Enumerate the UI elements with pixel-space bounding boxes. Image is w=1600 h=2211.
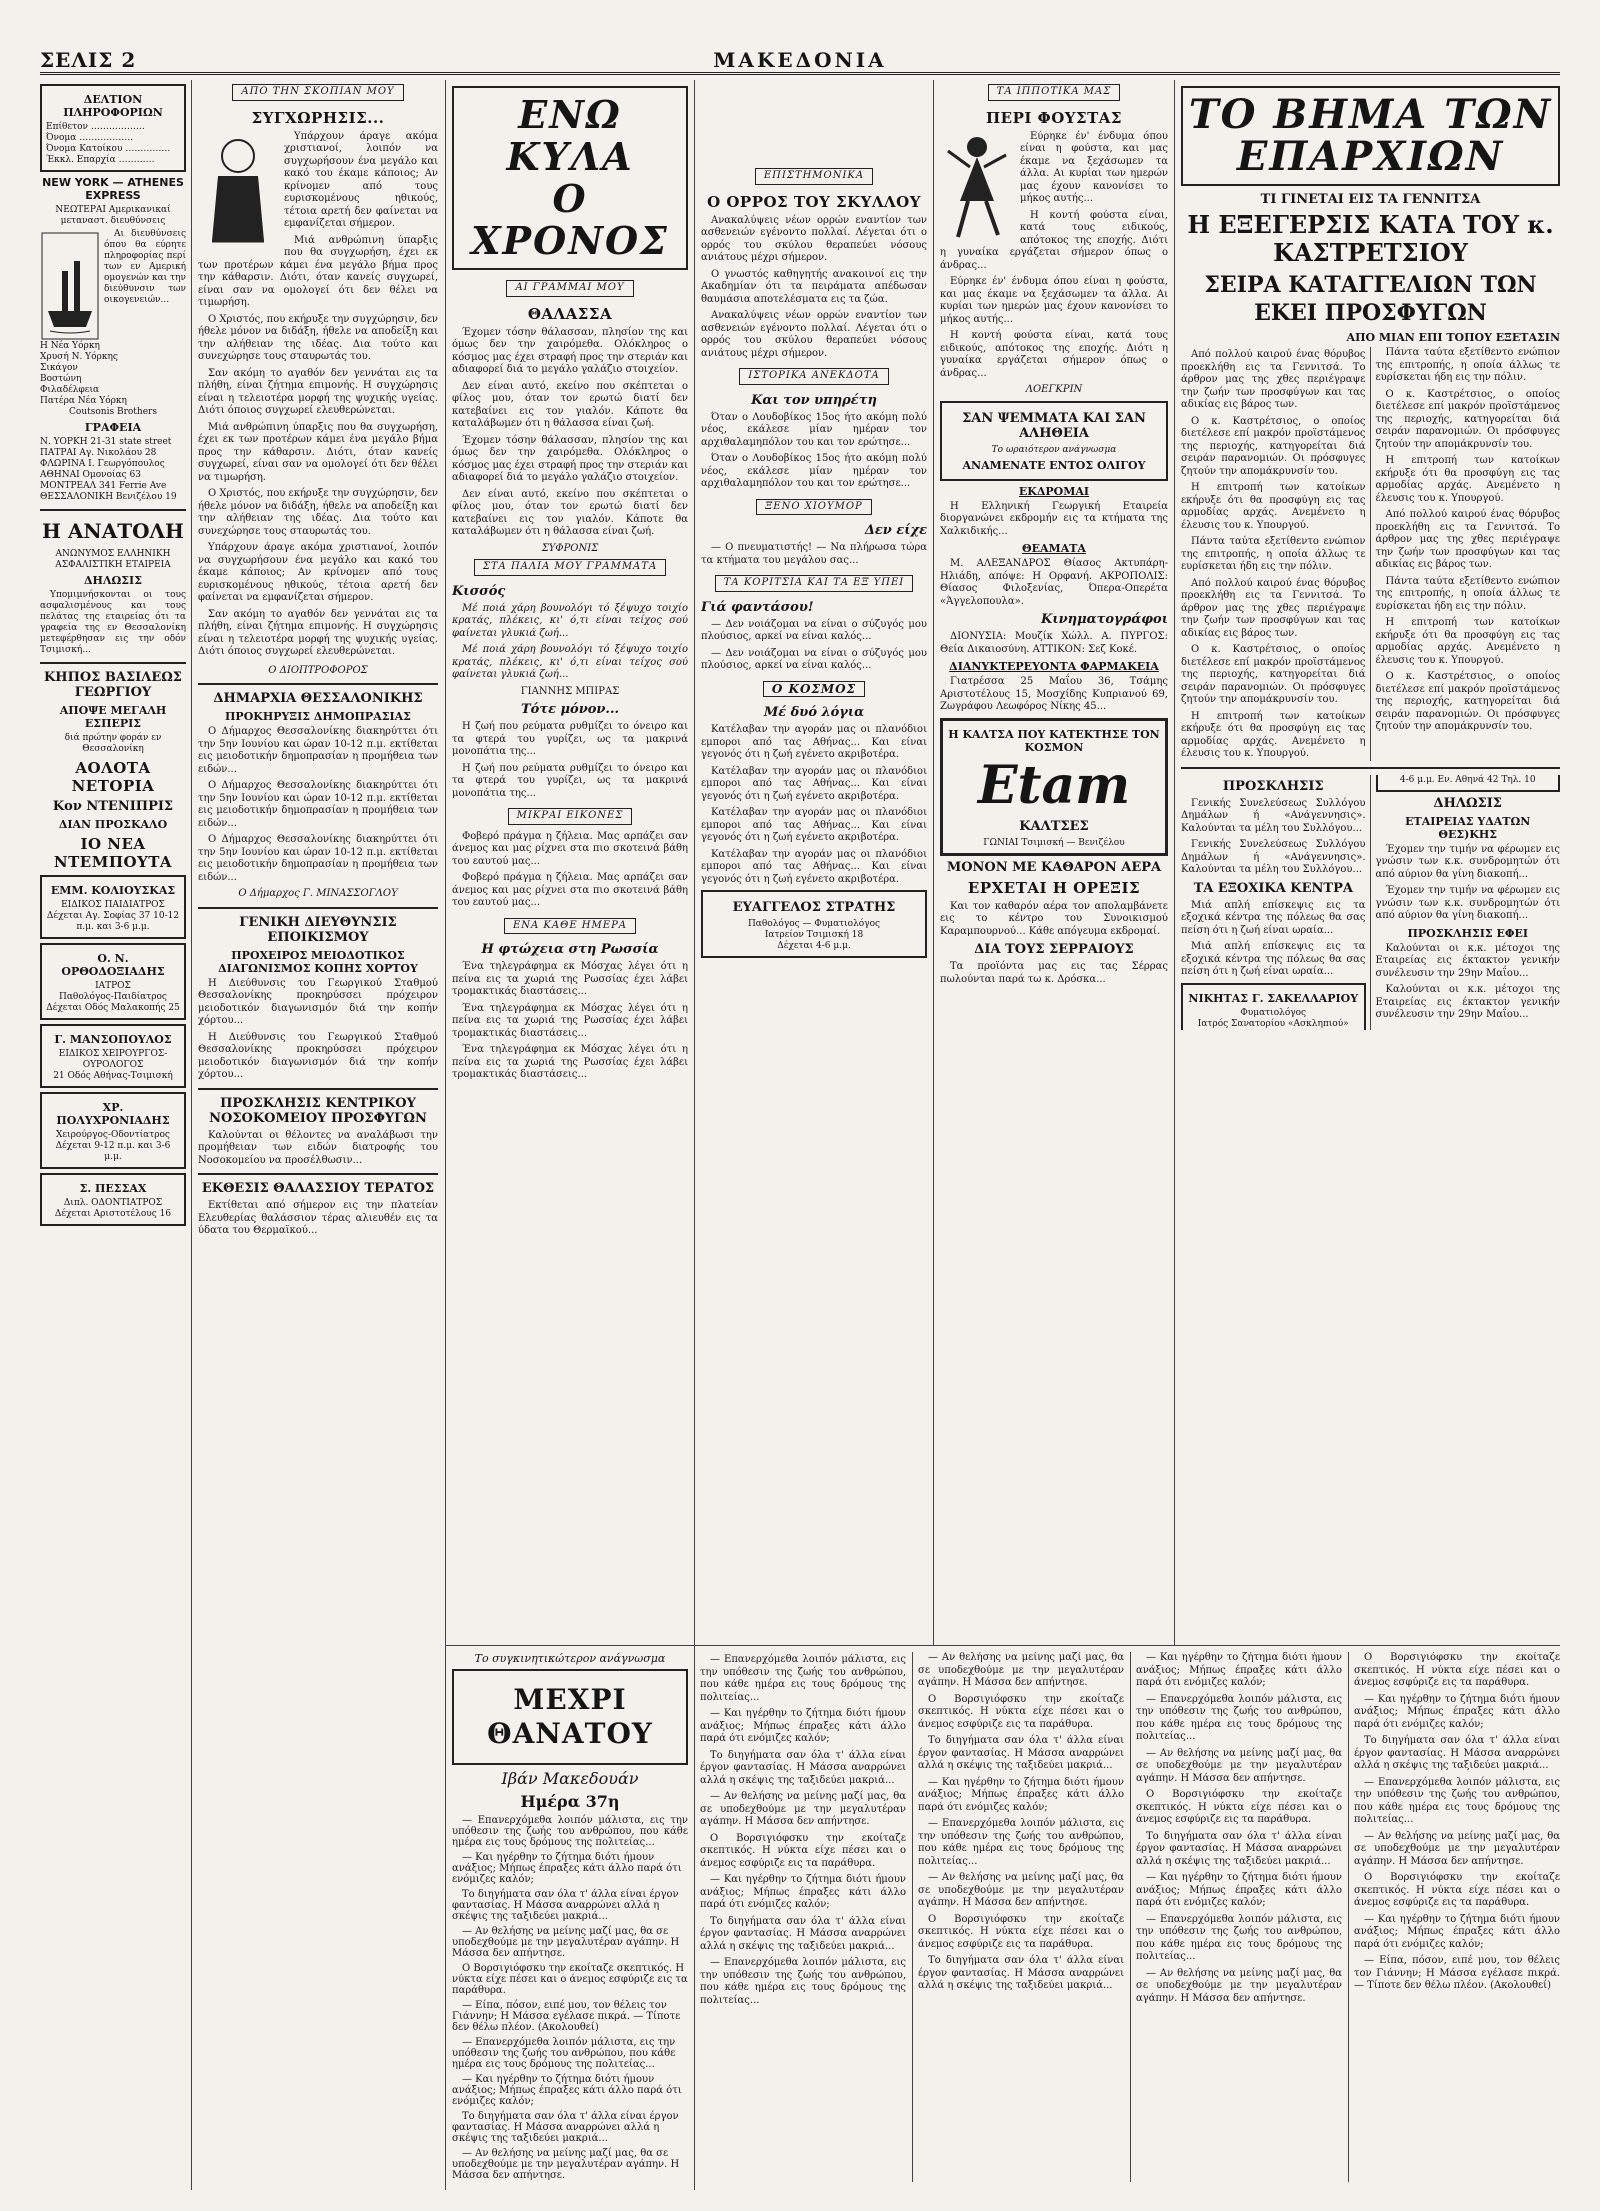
column-3 xyxy=(452,80,688,1640)
notice-text: Ο Δήμαρχος Θεσσαλονίκης διακηρύττει ότι την 5ην Ιουνίου και ώραν 10-12 π.μ. εκτίθεται εις μειοδοτικήν δημοπρασίαν η προμήθεια των ειδών... xyxy=(198,780,438,829)
section-tag: ΜΙΚΡΑΙ ΕΙΚΟΝΕΣ xyxy=(508,808,633,825)
page-label: ΣΕΛΙΣ 2 xyxy=(40,48,137,72)
article-paragraph: Όταν ο Λουδοβίκος 15ος ήτο ακόμη πολύ νέος, εκάλεσε μίαν ημέραν τον αρχιθαλαμηπόλον του και τον ερώτησε... xyxy=(701,453,927,489)
notice-org: ΔΗΜΑΡΧΙΑ ΘΕΣΣΑΛΟΝΙΚΗΣ xyxy=(213,691,423,706)
section-tag: ΞΕΝΟ ΧΙΟΥΜΟΡ xyxy=(756,499,872,516)
notice-text: Καλούνται οι θέλοντες να αναλάβωσι την προμήθειαν των ειδών διατροφής του Νοσοκομείου να προσέλθωσιν... xyxy=(198,1129,438,1166)
ny-firm: Coutsonis Brothers xyxy=(69,407,157,417)
section-tag: ΕΠΙΣΤΗΜΟΝΙΚΑ xyxy=(755,168,873,185)
poem-title: Τότε μόνον... xyxy=(521,702,619,717)
serial-text: — Και ηγέρθην το ζήτημα διότι ήμουν ανάξιος; Μήπως έπραξες κάτι άλλο παρά ότι ενόμιζες καλόν; xyxy=(452,1852,682,1885)
coupon-field: Έκκλ. Επαρχία ………… xyxy=(46,155,155,165)
serial-section xyxy=(452,1652,1560,2192)
doctor-ad: ΕΥΑΓΓΕΛΟΣ ΣΤΡΑΤΗΣ Παθολόγος — Φυματιολόγος Ιατρείον Τσιμισκή 18 Δέχεται 4-6 μ.μ. xyxy=(701,890,927,958)
section-tag: ΕΚΔΡΟΜΑΙ xyxy=(1018,484,1090,498)
article-paragraph: Σαν ακόμη το αγαθόν δεν γεννάται εις τα πλήθη, είναι ζήτημα επιμονής. Η συγχώρησις είναι η τελειοτέρα μορφή της ψυχικής υγείας. Διότι όποιος συγχωρεί ελευθερώνεται. xyxy=(198,608,438,657)
article-paragraph: Κατέλαβαν την αγοράν μας οι πλανόδιοι εμποροι από τας Αθήνας... Και είναι γεγονός ότι η ζωή εγένετο ακριβοτέρα. xyxy=(701,848,927,885)
appetite-text: Και τον καθαρόν αέρα τον απολαμβάνετε εις το κέντρο του Συνοικισμού Καραμπουρνού... Κάθε απόγευμα εκδρομαί. xyxy=(940,900,1168,937)
pharmacy-text: Γιατρέσσα 25 Μαΐου 36, Τσάμης Αριστοτέλους 15, Μοσχίδης Κυπριανού 69, Ζωγράφου Λεωφόρος Νίκης 45... xyxy=(940,676,1168,712)
section-tag: ΕΝΑ ΚΑΘΕ ΗΜΕΡΑ xyxy=(504,918,636,935)
coupon-field: Όνομα Κατοίκου …………… xyxy=(46,144,171,154)
kipos-title: ΚΗΠΟΣ ΒΑΣΙΛΕΩΣ ΓΕΩΡΓΙΟΥ xyxy=(43,670,182,700)
article-paragraph: Έχομεν τόσην θάλασσαν, πλησίον της και όμως δεν την χαιρόμεθα. Ολόκληρος ο κόσμος μας έχει στραφή προς την στεριάν και αδιαφορεί διά το μεγάλο γαλάζιο στοιχείον. xyxy=(452,434,688,483)
notice-title: ΠΡΟΚΗΡΥΞΙΣ ΔΗΜΟΠΡΑΣΙΑΣ xyxy=(225,710,411,723)
column-rule xyxy=(933,80,934,1645)
article-paragraph: — Δεν νοιάζομαι να είναι ο σύζυγός μου πλούσιος, αρκεί να είναι καλός... xyxy=(701,647,927,671)
serial-text: — Επανερχόμεθα λοιπόν μάλιστα, εις την υπόθεσιν της ζωής του ανθρώπου, που κάθε ημέρα εις τους δρόμους της πολιτείας... xyxy=(452,2037,676,2070)
doctor-ad: Γ. ΜΑΝΣΟΠΟΥΛΟΣ ΕΙΔΙΚΟΣ ΧΕΙΡΟΥΡΓΟΣ-ΟΥΡΟΛΟΓΟΣ 21 Οδός Αθήνας-Τσιμισκή xyxy=(40,1024,186,1088)
section-tag: Ο ΚΟΣΜΟΣ xyxy=(763,681,865,698)
branches-title: ΓΡΑΦΕΙΑ xyxy=(84,421,142,434)
story-text: Ένα τηλεγράφημα εκ Μόσχας λέγει ότι η πείνα εις τα χωριά της Ρωσσίας έχει λάβει τρομακτικάς διαστάσεις... xyxy=(452,1002,688,1039)
doctor-ad: Σ. ΠΕΣΣΑΧ Διπλ. ΟΔΟΝΤΙΑΤΡΟΣ Δέχεται Αριστοτέλους 16 xyxy=(40,1173,186,1226)
article-signature: Ο ΔΙΟΠΤΡΟΦΟΡΟΣ xyxy=(268,664,368,676)
article-paragraph: — Δεν νοιάζομαι να είναι ο σύζυγός μου πλούσιος, αρκεί να είναι καλός... xyxy=(701,618,927,642)
serial-text: — Είπα, πόσον, ειπέ μου, τον θέλεις τον Γιάννην; Η Μάσσα εγέλασε πικρά. — Τίποτε δεν θέλω πλέον. (Ακολουθεί) xyxy=(452,2000,681,2033)
story-text: Ένα τηλεγράφημα εκ Μόσχας λέγει ότι η πείνα εις τα χωριά της Ρωσσίας έχει λάβει τρομακτικάς διαστάσεις... xyxy=(452,1044,688,1080)
article-signature: ΣΥΦΡΟΝΙΣ xyxy=(541,542,599,554)
article-paragraph: Ο Χριστός, που εκήρυξε την συγχώρησιν, δεν ήθελε μόνον να διδάξη, ήθελε να αποδείξη και την αλήθειαν της ιδέας. Δια τούτο και συνεχώρησε τους σταυρωτάς του. xyxy=(198,488,438,537)
coupon-title: ΔΕΛΤΙΟΝ ΠΛΗΡΟΦΟΡΙΩΝ xyxy=(63,93,163,119)
notice-title: ΠΡΟΣΚΛΗΣΙΣ ΚΕΝΤΡΙΚΟΥ ΝΟΣΟΚΟΜΕΙΟΥ ΠΡΟΣΦΥΓΩΝ xyxy=(209,1095,427,1126)
article-paragraph: Έχομεν τόσην θάλασσαν, πλησίον της και όμως δεν την χαιρόμεθα. Ολόκληρος ο κόσμος μας έχει στραφή προς την στεριάν και αδιαφορεί διά το μεγάλο γαλάζιο στοιχείον. xyxy=(452,326,688,375)
poem-text: Μέ ποιά χάρη βουνολόγι τό ξέψυχο τοιχίο κρατάς, πλέκεις, κι' ό,τι είναι τείχος σού φαίνεται γλυκιά ζωή... xyxy=(452,602,688,639)
poem-text: Μέ ποιά χάρη βουνολόγι τό ξέψυχο τοιχίο κρατάς, πλέκεις, κι' ό,τι είναι τείχος σού φαίνεται γλυκιά ζωή... xyxy=(452,644,688,680)
ny-express-text: Αι διευθύνσεις όπου θα εύρητε πληροφορίας περί των εν Αμερική ομογενών και την διεύθυνσιν των οικογενειών... xyxy=(104,229,186,305)
serial-title-box xyxy=(452,1669,688,1765)
masthead xyxy=(40,48,1560,75)
serial-text: — Και ηγέρθην το ζήτημα διότι ήμουν ανάξιος; Μήπως έπραξες κάτι άλλο παρά ότι ενόμιζες καλόν; xyxy=(452,2074,682,2107)
serial-text: — Επανερχόμεθα λοιπόν μάλιστα, εις την υπόθεσιν της ζωής του ανθρώπου, που κάθε ημέρα εις τους δρόμους της πολιτείας... xyxy=(452,1815,688,1848)
kipos-sub: ΑΠΟΨΕ ΜΕΓΑΛΗ ΕΣΠΕΡΙΣ xyxy=(59,704,167,730)
cinema-text: ΔΙΟΝΥΣΙΑ: Μουζίκ Χώλλ. Α. ΠΥΡΓΟΣ: Θεία Δικαιοσύνη. ΑΤΤΙΚΟΝ: Σεζ Κοκέ. xyxy=(940,631,1168,655)
article-paragraph: Μιά ανθρώπινη ύπαρξις που θα συγχωρήση, έχει εκ των προτέρων κάμει ένα μεγάλο βήμα προς την κάθαρσιν. Διότι, όταν κανείς συγχωρεί, είναι σαν να ομολογεί ότι δεν θέλει να τιμωρήση. xyxy=(198,234,438,308)
notice-title: ΠΡΟΧΕΙΡΟΣ ΜΕΙΟΔΟΤΙΚΟΣ ΔΙΑΓΩΝΙΣΜΟΣ ΚΟΠΗΣ ΧΟΡΤΟΥ xyxy=(218,948,418,975)
section-tag: ΑΠΟ ΤΗΝ ΣΚΟΠΙΑΝ ΜΟΥ xyxy=(232,84,403,101)
story-text: Φοβερό πράγμα η ζήλεια. Μας αρπάζει σαν άνεμος και μας ρίχνει στα πιο σκοτεινά βάθη του εαυτού μας... xyxy=(452,872,688,908)
article-paragraph: Μ. ΑΛΕΞΑΝΔΡΟΣ Θίασος Ακτυπάρη-Ηλιάδη, απόψε: Η Ορφανή. ΑΚΡΟΠΟΛΙΣ: Θίασος Φιλοξενίας, Όπερα-Οπερέτα «Άγγελοπουλα». xyxy=(940,558,1168,607)
anatoli-title: Η ΑΝΑΤΟΛΗ xyxy=(42,519,184,543)
pharmacy-title: ΔΙΑΝΥΚΤΕΡΕΥΟΝΤΑ ΦΑΡΜΑΚΕΙΑ xyxy=(949,660,1159,673)
kipos-text: διά πρώτην φοράν εν Θεσσαλονίκη xyxy=(64,733,162,754)
serial-teaser: ΣΑΝ ΨΕΜΜΑΤΑ ΚΑΙ ΣΑΝ ΑΛΗΘΕΙΑ Το ωραιότερον ανάγνωσμα ΑΝΑΜΕΝΑΤΕ ΕΝΤΟΣ ΟΛΙΓΟΥ xyxy=(940,401,1168,481)
article-paragraph: — Ο πνευματιστής! — Να πλήρωσα τώρα τα κτήματα του μεγάλου σας... xyxy=(701,542,927,566)
anatoli-sub: ΑΝΩΝΥΜΟΣ ΕΛΛΗΝΙΚΗ ΑΣΦΑΛΙΣΤΙΚΗ ΕΤΑΙΡΕΙΑ xyxy=(55,549,171,570)
article-title: Δεν είχε xyxy=(864,523,927,538)
article-paragraph: Η Ελληνική Γεωργική Εταιρεία διοργανώνει εκδρομήν εις τα κτήματα της Χαλκιδικής... xyxy=(940,500,1168,537)
doctor-ad: ΧΡ. ΠΟΛΥΧΡΟΝΙΑΔΗΣ Χειρούργος-Οδοντίατρος Δέχεται 9-12 π.μ. και 3-6 μ.μ. xyxy=(40,1092,186,1169)
serial-text: Ο Βορσιγιόφσκυ την εκοίταζε σκεπτικός. Η νύκτα είχε πέσει και ο άνεμος εσφύριζε εις τα παράθυρα. xyxy=(452,1963,688,1996)
serres-title: ΔΙΑ ΤΟΥΣ ΣΕΡΡΑΙΟΥΣ xyxy=(974,942,1134,957)
article-title: Και τον υπηρέτη xyxy=(751,392,877,408)
poem-text: Η ζωή που ρεύματα ρυθμίζει το όνειρο και τα φτερά του γυρίζει, ως τα μακρινά μονοπάτια της... xyxy=(452,762,688,799)
kipos-show: ΑΟΛΟΤΑ ΝΕΤΟΡΙΑ xyxy=(71,759,155,795)
doctor-ad: Ο. Ν. ΟΡΘΟΔΟΞΙΑΔΗΣ ΙΑΤΡΟΣ Παθολόγος-Παιδίατρος Δέχεται Οδός Μαλακοπής 25 xyxy=(40,943,186,1020)
serial-body: — Επανερχόμεθα λοιπόν μάλιστα, εις την υπόθεσιν της ζωής του ανθρώπου, που κάθε ημέρα εις τους δρόμους της πολιτείας... — Και ηγέρθην το ζήτημα διότι ήμουν ανάξιος; Μήπως έπραξες κάτι άλλο παρά ότι ενόμιζες καλόν; Το διηγήματα σαν όλα τ' άλλα είναι έργον φαντασίας. Η Μάσσα αναρρώνει αλλά η σκέψις της ταξιδεύει μακριά... — Αν θελήσης να μείνης μαζί μας, θα σε υποδεχθούμε με την μεγαλυτέραν αγάπην. Η Μάσσα δεν απήντησε. Ο Βορσιγιόφσκυ την εκοίταζε σκεπτικός. Η νύκτα είχε πέσει και ο άνεμος εσφύριζε εις τα παράθυρα. — Και ηγέρθην το ζήτημα διότι ήμουν ανάξιος; Μήπως έπραξες κάτι άλλο παρά ότι ενόμιζες καλόν; Το διηγήματα σαν όλα τ' άλλα είναι έργον φαντασίας. Η Μάσσα αναρρώνει αλλά η σκέψις της ταξιδεύει μακριά... — Επανερχόμεθα λοιπόν μάλιστα, εις την υπόθεσιν της ζωής του ανθρώπου, που κάθε ημέρα εις τους δρόμους της πολιτείας... — Αν θελήσης να μείνης μαζί μας, θα σε υποδεχθούμε με την μεγαλυτέραν αγάπην. Η Μάσσα δεν απήντησε. Ο Βορσιγιόφσκυ την εκοίταζε σκεπτικός. Η νύκτα είχε πέσει και ο άνεμος εσφύριζε εις τα παράθυρα. Το διηγήματα σαν όλα τ' άλλα είναι έργον φαντασίας. Η Μάσσα αναρρώνει αλλά η σκέψις της ταξιδεύει μακριά... — Και ηγέρθην το ζήτημα διότι ήμουν ανάξιος; Μήπως έπραξες κάτι άλλο παρά ότι ενόμιζες καλόν; — Επανερχόμεθα λοιπόν μάλιστα, εις την υπόθεσιν της ζωής του ανθρώπου, που κάθε ημέρα εις τους δρόμους της πολιτείας... — Αν θελήσης να μείνης μαζί μας, θα σε υποδεχθούμε με την μεγαλυτέραν αγάπην. Η Μάσσα δεν απήντησε. Ο Βορσιγιόφσκυ την εκοίταζε σκεπτικός. Η νύκτα είχε πέσει και ο άνεμος εσφύριζε εις τα παράθυρα. Το διηγήματα σαν όλα τ' άλλα είναι έργον φαντασίας. Η Μάσσα αναρρώνει αλλά η σκέψις της ταξιδεύει μακριά... — Και ηγέρθην το ζήτημα διότι ήμουν ανάξιος; Μήπως έπραξες κάτι άλλο παρά ότι ενόμιζες καλόν; — Επανερχόμεθα λοιπόν μάλιστα, εις την υπόθεσιν της ζωής του ανθρώπου, που κάθε ημέρα εις τους δρόμους της πολιτείας... — Αν θελήσης να μείνης μαζί μας, θα σε υποδεχθούμε με την μεγαλυτέραν αγάπην. Η Μάσσα δεν απήντησε. Ο Βορσιγιόφσκυ την εκοίταζε σκεπτικός. Η νύκτα είχε πέσει και ο άνεμος εσφύριζε εις τα παράθυρα. Το διηγήματα σαν όλα τ' άλλα είναι έργον φαντασίας. Η Μάσσα αναρρώνει αλλά η σκέψις της ταξιδεύει μακριά... — Και ηγέρθην το ζήτημα διότι ήμουν ανάξιος; Μήπως έπραξες κάτι άλλο παρά ότι ενόμιζες καλόν; — Επανερχόμεθα λοιπόν μάλιστα, εις την υπόθεσιν της ζωής του ανθρώπου, που κάθε ημέρα εις τους δρόμους της πολιτείας... — Αν θελήσης να μείνης μαζί μας, θα σε υποδεχθούμε με την μεγαλυτέραν αγάπην. Η Μάσσα δεν απήντησε. Ο Βορσιγιόφσκυ την εκοίταζε σκεπτικός. Η νύκτα είχε πέσει και ο άνεμος εσφύριζε εις τα παράθυρα. — Και ηγέρθην το ζήτημα διότι ήμουν ανάξιος; Μήπως έπραξες κάτι άλλο παρά ότι ενόμιζες καλόν; Το διηγήματα σαν όλα τ' άλλα είναι έργον φαντασίας. Η Μάσσα αναρρώνει αλλά η σκέψις της ταξιδεύει μακριά... — Επανερχόμεθα λοιπόν μάλιστα, εις την υπόθεσιν της ζωής του ανθρώπου, που κάθε ημέρα εις τους δρόμους της πολιτείας... — Αν θελήσης να μείνης μαζί μας, θα σε υποδεχθούμε με την μεγαλυτέραν αγάπην. Η Μάσσα δεν απήντησε. Ο Βορσιγιόφσκυ την εκοίταζε σκεπτικός. Η νύκτα είχε πέσει και ο άνεμος εσφύριζε εις τα παράθυρα. — Και ηγέρθην το ζήτημα διότι ήμουν ανάξιος; Μήπως έπραξες κάτι άλλο παρά ότι ενόμιζες καλόν; — Είπα, πόσον, ειπέ μου, τον θέλεις τον Γιάννην; Η Μάσσα εγέλασε πικρά. — Τίποτε δεν θέλω πλέον. (Ακολουθεί) xyxy=(700,1652,1560,2006)
section-tag: ΘΕΑΜΑΤΑ xyxy=(1022,542,1086,555)
article-title: ΠΕΡΙ ΦΟΥΣΤΑΣ xyxy=(986,108,1122,127)
article-paragraph: Κατέλαβαν την αγοράν μας οι πλανόδιοι εμποροι από τας Αθήνας... Και είναι γεγονός ότι η ζωή εγένετο ακριβοτέρα. xyxy=(701,724,927,760)
story-text: Φοβερό πράγμα η ζήλεια. Μας αρπάζει σαν άνεμος και μας ρίχνει στα πιο σκοτεινά βάθη του εαυτού μας... xyxy=(452,830,688,867)
article-paragraph: Εύρηκε έν' ένδυμα όπου είναι η φούστα, και μας έκαμε να ξεχάσωμεν τα άλλα. Αι κυρίαι των ημερών μας έχουν κανονίσει το μήκος αυτής... xyxy=(940,276,1168,325)
article-title: ΣΥΓΧΩΡΗΣΙΣ... xyxy=(251,108,385,127)
kicker: ΤΙ ΓΙΝΕΤΑΙ ΕΙΣ ΤΑ ΓΕΝΝΙΤΣΑ xyxy=(1260,192,1481,207)
etam-logo: Etam xyxy=(977,754,1131,816)
article-paragraph: Κατέλαβαν την αγοράν μας οι πλανόδιοι εμποροι από τας Αθήνας... Και είναι γεγονός ότι η ζωή εγένετο ακριβοτέρα. xyxy=(701,765,927,802)
headline: Η ΕΞΕΓΕΡΣΙΣ ΚΑΤΑ ΤΟΥ κ. ΚΑΣΤΡΕΤΣΙΟΥ xyxy=(1187,210,1554,267)
poem-title: Κισσός xyxy=(452,583,506,599)
lead-article: Από πολλού καιρού ένας θόρυβος προεκλήθη εις τα Γεννιτσά. Το άρθρον μας της χθες περιέγραψε την ζωήν των προσφύγων και τας αδικίας εις βάρος των. Ο κ. Καστρέτσιος, ο οποίος διετέλεσε επί μακρόν προϊστάμενος της περιοχής, κατηγορείται διά σειράν παρανομιών. Οι πρόσφυγες ζητούν την απομάκρυνσίν του. Η επιτροπή των κατοίκων εκήρυξε ότι θα προσφύγη εις τας αρμοδίας αρχάς. Ανεμένετο η έλευσις του κ. Υπουργού. Πάντα ταύτα εξετίθεντο ενώπιον της επιτροπής, η οποία άλλως τε ευρίσκεται ήδη εις την πόλιν. Από πολλού καιρού ένας θόρυβος προεκλήθη εις τα Γεννιτσά. Το άρθρον μας της χθες περιέγραψε την ζωήν των προσφύγων και τας αδικίας εις βάρος των. Ο κ. Καστρέτσιος, ο οποίος διετέλεσε επί μακρόν προϊστάμενος της περιοχής, κατηγορείται διά σειράν παρανομιών. Οι πρόσφυγες ζητούν την απομάκρυνσίν του. Η επιτροπή των κατοίκων εκήρυξε ότι θα προσφύγη εις τας αρμοδίας αρχάς. Ανεμένετο η έλευσις του κ. Υπουργού. Πάντα ταύτα εξετίθεντο ενώπιον της επιτροπής, η οποία άλλως τε ευρίσκεται ήδη εις την πόλιν. Ο κ. Καστρέτσιος, ο οποίος διετέλεσε επί μακρόν προϊστάμενος της περιοχής, κατηγορείται διά σειράν παρανομιών. Οι πρόσφυγες ζητούν την απομάκρυνσίν του. Η επιτροπή των κατοίκων εκήρυξε ότι θα προσφύγη εις τας αρμοδίας αρχάς. Ανεμένετο η έλευσις του κ. Υπουργού. Από πολλού καιρού ένας θόρυβος προεκλήθη εις τα Γεννιτσά. Το άρθρον μας της χθες περιέγραψε την ζωήν των προσφύγων και τας αδικίας εις βάρος των. Πάντα ταύτα εξετίθεντο ενώπιον της επιτροπής, η οποία άλλως τε ευρίσκεται ήδη εις την πόλιν. Η επιτροπή των κατοίκων εκήρυξε ότι θα προσφύγη εις τας αρμοδίας αρχάς. Ανεμένετο η έλευσις του κ. Υπουργού. Ο κ. Καστρέτσιος, ο οποίος διετέλεσε επί μακρόν προϊστάμενος της περιοχής, κατηγορείται διά σειράν παρανομιών. Οι πρόσφυγες ζητούν την απομάκρυνσίν του. xyxy=(1181,347,1560,759)
article-title: Μέ δυό λόγια xyxy=(763,705,865,720)
article-title: Ο ΟΡΡΟΣ ΤΟΥ ΣΚΥΛΛΟΥ xyxy=(707,192,921,211)
notices: ΠΡΟΣΚΛΗΣΙΣ Γενικής Συνελεύσεως Συλλόγου Δημάλων ή «Ανάγεννησις». Καλούνται τα μέλη του Συλλόγου... Γενικής Συνελεύσεως Συλλόγου Δημάλων ή «Ανάγεννησις». Καλούνται τα μέλη του Συλλόγου... ΤΑ ΕΞΟΧΙΚΑ ΚΕΝΤΡΑ Μιά απλή επίσκεψις εις τα εξοχικά κέντρα της πόλεως θα σας πείση ότι η ζωή είναι ωραία... Μιά απλή επίσκεψις εις τα εξοχικά κέντρα της πόλεως θα σας πείση ότι η ζωή είναι ωραία... ΝΙΚΗΤΑΣ Γ. ΣΑΚΕΛΛΑΡΙΟΥ Φυματιολόγος Ιατρός Σανατορίου «Ασκληπιού» 4-6 μ.μ. Εν. Αθηνά 42 Τηλ. 10 ΔΗΛΩΣΙΣ ΕΤΑΙΡΕΙΑΣ ΥΔΑΤΩΝ ΘΕΣ)ΚΗΣ Έχομεν την τιμήν να φέρωμεν εις γνώσιν των κ.κ. συνδρομητών ότι από αύριον θα γίνη διακοπή... Έχομεν την τιμήν να φέρωμεν εις γνώσιν των κ.κ. συνδρομητών ότι από αύριον θα γίνη διακοπή... ΠΡΟΣΚΛΗΣΙΣ ΕΦΕΙ Καλούνται οι κ.κ. μέτοχοι της Εταιρείας εις έκτακτον γενικήν συνέλευσιν την 29ην Μαΐου... Καλούνται οι κ.κ. μέτοχοι της Εταιρείας εις έκτακτον γενικήν συνέλευσιν την 29ην Μαΐου... xyxy=(1181,774,1560,1029)
ship-illustration xyxy=(40,231,100,341)
serial-text: Το διηγήματα σαν όλα τ' άλλα είναι έργον φαντασίας. Η Μάσσα αναρρώνει αλλά η σκέψις της ταξιδεύει μακριά... xyxy=(452,1889,679,1922)
ny-list: Η Νέα Υόρκη Χρυσή Ν. Υόρκης Σικάγον Βοστώνη Φιλαδέλφεια Πατέρα Νέα Υόρκη xyxy=(40,341,127,406)
article-paragraph: Όταν ο Λουδοβίκος 15ος ήτο ακόμη πολύ νέος, εκάλεσε μίαν ημέραν τον αρχιθαλαμηπόλον του και τον ερώτησε... xyxy=(701,411,927,448)
notice-title: ΕΚΘΕΣΙΣ ΘΑΛΑΣΣΙΟΥ ΤΕΡΑΤΟΣ xyxy=(201,1181,435,1196)
info-coupon xyxy=(40,84,186,172)
serial-heading-block xyxy=(452,1652,688,2182)
article-paragraph: Σαν ακόμη το αγαθόν δεν γεννάται εις τα πλήθη, είναι ζήτημα επιμονής. Η συγχώρησις είναι η τελειοτέρα μορφή της ψυχικής υγείας. Διότι όποιος συγχωρεί ελευθερώνεται. xyxy=(198,367,438,416)
column-4 xyxy=(701,80,927,1640)
serres-text: Τα προϊόντα μας εις τας Σέρρας πωλούνται παρά τω κ. Δρόσκα... xyxy=(940,961,1168,985)
serial-kicker: Το συγκινητικώτερον ανάγνωσμα xyxy=(474,1652,666,1665)
story-title: Η φτώχεια στη Ρωσσία xyxy=(481,942,659,957)
article-paragraph: Ο Χριστός, που εκήρυξε την συγχώρησιν, δεν ήθελε μόνον να διδάξη, ήθελε να αποδείξη και την αλήθειαν της ιδέας. Δια τούτο και συνεχώρησε τους σταυρωτάς του. xyxy=(198,313,438,362)
appetite-headline: ΜΟΝΟΝ ΜΕ ΚΑΘΑΡΟΝ ΑΕΡΑ xyxy=(946,859,1162,875)
cinema-title: Κινηματογράφοι xyxy=(1041,612,1168,627)
poem-signature: ΓΙΑΝΝΗΣ ΜΠΙΡΑΣ xyxy=(520,685,620,697)
notice-text: Η Διεύθυνσις του Γεωργικού Σταθμού Θεσσαλονίκης προκηρύσσει πρόχειρον μειοδοτικόν διαγωνισμόν διά την κοπήν χόρτου... xyxy=(198,977,438,1026)
feature-title: ΕΝΩ ΚΥΛΑ Ο ΧΡΟΝΟΣ xyxy=(452,86,688,270)
notice-text: Η Διεύθυνσις του Γεωργικού Σταθμού Θεσσαλονίκης προκηρύσσει πρόχειρον μειοδοτικόν διαγωνισμόν διά την κοπήν χόρτου... xyxy=(198,1031,438,1080)
section-tag: ΑΙ ΓΡΑΜΜΑΙ ΜΟΥ xyxy=(506,280,633,297)
section-rule xyxy=(446,1645,1560,1646)
article-paragraph: Δεν είναι αυτό, εκείνο που σκέπτεται ο φίλος μου, όταν τον ερωτώ διατί δεν κατεβαίνει εις τον γιαλόν. Κάποτε θα καταλάβωμεν ότι η θάλασσα είναι ζωή. xyxy=(452,488,688,537)
serial-title: ΜΕΧΡΙ ΘΑΝΑΤΟΥ xyxy=(487,1683,653,1750)
article-paragraph: Μιά ανθρώπινη ύπαρξις που θα συγχωρήση, έχει εκ των προτέρων κάμει ένα μεγάλο βήμα προς την κάθαρσιν. Διότι, όταν κανείς συγχωρεί, είναι σαν να ομολογεί ότι δεν θέλει να τιμωρήση. xyxy=(198,421,438,483)
article-paragraph: Εύρηκε έν' ένδυμα όπου είναι η φούστα, και μας έκαμε να ξεχάσωμεν τα άλλα. Αι κυρίαι των ημερών μας έχουν κανονίσει το μήκος αυτής... xyxy=(1020,130,1168,204)
column-6 xyxy=(1181,80,1560,1640)
section-tag: ΣΤΑ ΠΑΛΙΑ ΜΟΥ ΓΡΑΜΜΑΤΑ xyxy=(474,559,666,576)
kipos-more: ΔΙΑΝ ΠΡΟΣΚΑΛΟ xyxy=(58,818,168,831)
article-signature: ΛΟΕΓΚΡΙΝ xyxy=(1025,384,1083,395)
serial-text: Το διηγήματα σαν όλα τ' άλλα είναι έργον φαντασίας. Η Μάσσα αναρρώνει αλλά η σκέψις της ταξιδεύει μακριά... xyxy=(452,2111,679,2144)
article-paragraph: Κατέλαβαν την αγοράν μας οι πλανόδιοι εμποροι από τας Αθήνας... Και είναι γεγονός ότι η ζωή εγένετο ακριβοτέρα. xyxy=(701,807,927,843)
doctor-ad: ΕΜΜ. ΚΟΛΙΟΥΣΚΑΣ ΕΙΔΙΚΟΣ ΠΑΙΔΙΑΤΡΟΣ Δέχεται Αγ. Σοφίας 37 10-12 π.μ. και 3-6 μ.μ. xyxy=(40,875,186,939)
article-paragraph: Υπάρχουν άραγε ακόμα χριστιανοί, λοιπόν να συγχωρήσουν ένα μεγάλο και κακό του έκαμε κάποιος; Αν κρίνομεν από τους ευρισκομένους ηθικούς, τέτοια αρετή δεν φαίνεται να εμφανίζεται σήμερον. xyxy=(284,130,438,229)
dancer-illustration xyxy=(940,131,1014,241)
article-paragraph: Ανακαλύψεις νέων ορρών εναντίον των ασθενειών εγένοντο πολλαί. Λέγεται ότι ο ορρός του σκύλου θεραπεύει νόσους ανιάτους μέχρι σήμερον. xyxy=(701,310,927,359)
notice-text: Ο Δήμαρχος Θεσσαλονίκης διακηρύττει ότι την 5ην Ιουνίου και ώραν 10-12 π.μ. εκτίθεται εις μειοδοτικήν δημοπρασίαν η προμήθεια των ειδών... xyxy=(198,834,438,883)
notice-org: ΓΕΝΙΚΗ ΔΙΕΥΘΥΝΣΙΣ ΕΠΟΙΚΙΣΜΟΥ xyxy=(239,914,397,945)
column-rule xyxy=(1174,80,1175,1645)
column-5 xyxy=(940,80,1168,1640)
story-text: Ένα τηλεγράφημα εκ Μόσχας λέγει ότι η πείνα εις τα χωριά της Ρωσσίας έχει λάβει τρομακτικάς διαστάσεις... xyxy=(452,961,688,997)
notice-signature: Ο Δήμαρχος Γ. ΜΙΝΑΣΣΟΓΛΟΥ xyxy=(238,888,398,899)
article-paragraph: Υπάρχουν άραγε ακόμα χριστιανοί, λοιπόν να συγχωρήσουν ένα μεγάλο και κακό του έκαμε κάποιος; Αν κρίνομεν από τους ευρισκομένους ηθικούς, τέτοια αρετή δεν φαίνεται να εμφανίζεται σήμερον. xyxy=(198,542,438,603)
article-paragraph: Δεν είναι αυτό, εκείνο που σκέπτεται ο φίλος μου, όταν τον ερωτώ διατί δεν κατεβαίνει εις τον γιαλόν. Κάποτε θα καταλάβωμεν ότι η θάλασσα είναι ζωή. xyxy=(452,380,688,429)
coupon-field: Επίθετον ……………… xyxy=(46,122,145,132)
serial-day: Ημέρα 37η xyxy=(520,1792,620,1811)
article-title: ΘΑΛΑΣΣΑ xyxy=(527,304,613,323)
article-paragraph: Η κοντή φούστα είναι, κατά τους ειδικούς, απότοκος της εποχής. Διότι η γυναίκα εργάζεται σήμερον όπως ο άνδρας... xyxy=(940,209,1168,271)
column-1 xyxy=(40,80,186,2190)
anatoli-text: Υπομιμνήσκονται οι τους ασφαλισμένους και τους πελάτας της εταιρείας ότι τα γραφεία της εν Θεσσαλονίκη μετεφέρθησαν εις την οδόν Τσιμισκή... xyxy=(40,590,186,655)
anatoli-notice: ΔΗΛΩΣΙΣ xyxy=(84,574,142,587)
ny-express-title: NEW YORK — ATHENES EXPRESS xyxy=(42,176,184,202)
kipos-debut: ΙΟ ΝΕΑ ΝΤΕΜΠΟΥΤΑ xyxy=(53,835,173,871)
column-rule xyxy=(191,80,192,2190)
newspaper-title: ΜΑΚΕΔΟΝΙΑ xyxy=(713,48,887,72)
man-illustration xyxy=(198,131,278,251)
branches-list: Ν. ΥΟΡΚΗ 21-31 state street ΠΑΤΡΑΙ Αγ. Νικολάου 28 ΦΛΩΡΙΝΑ Ι. Γεωργόπουλος ΑΘΗΝΑΙ Ομονοίας 63 ΜΟΝΤΡΕΑΛ 341 Ferrie Ave ΘΕΣΣΑΛΟΝΙΚΗ Βενιζέλου 19 xyxy=(40,437,177,502)
article-paragraph: Η κοντή φούστα είναι, κατά τους ειδικούς, απότοκος της εποχής. Διότι η γυναίκα εργάζεται σήμερον όπως ο άνδρας... xyxy=(940,330,1168,379)
serial-text: — Αν θελήσης να μείνης μαζί μας, θα σε υποδεχθούμε με την μεγαλυτέραν αγάπην. Η Μάσσα δεν απήντησε. xyxy=(452,1926,680,1959)
coupon-field: Όνομα ……………… xyxy=(46,133,134,143)
notice-text: Ο Δήμαρχος Θεσσαλονίκης διακηρύττει ότι την 5ην Ιουνίου και ώραν 10-12 π.μ. εκτίθεται εις μειοδοτικήν δημοπρασίαν η προμήθεια των ειδών... xyxy=(198,726,438,775)
section-tag: ΤΑ ΙΠΠΟΤΙΚΑ ΜΑΣ xyxy=(988,84,1121,101)
ny-express-sub: ΝΕΩΤΕΡΑΙ Αμερικανικαί μεταναστ. διευθύνσεις xyxy=(55,205,171,226)
section-tag: ΤΑ ΚΟΡΙΤΣΙΑ ΚΑΙ ΤΑ ΕΞ ΥΠΕΙ xyxy=(715,575,914,592)
section-tag: ΙΣΤΟΡΙΚΑ ΑΝΕΚΔΟΤΑ xyxy=(739,368,889,385)
article-paragraph: Ο γνωστός καθηγητής ανακοινοί εις την Ακαδημίαν ότι τα πειράματα απέδωσαν θαυμάσια αποτελέσματα εις τα ζώα. xyxy=(701,268,927,305)
column-rule xyxy=(445,80,446,2190)
feature-title: ΤΟ ΒΗΜΑ ΤΩΝ ΕΠΑΡΧΙΩΝ xyxy=(1181,86,1560,186)
serial-author: Ιβάν Μακεδουάν xyxy=(501,1769,639,1788)
column-2 xyxy=(198,80,438,2190)
serial-text: — Αν θελήσης να μείνης μαζί μας, θα σε υποδεχθούμε με την μεγαλυτέραν αγάπην. Η Μάσσα δεν απήντησε. xyxy=(452,2148,680,2181)
appetite-headline: ΕΡΧΕΤΑΙ Η ΟΡΕΞΙΣ xyxy=(967,878,1141,897)
byline: ΑΠΟ ΜΙΑΝ ΕΠΙ ΤΟΠΟΥ ΕΞΕΤΑΣΙΝ xyxy=(1346,331,1560,344)
notice-text: Εκτίθεται από σήμερον εις την πλατείαν Ελευθερίας θαλάσσιον τέρας αλιευθέν εις τα ύδατα του Θερμαϊκού... xyxy=(198,1200,438,1236)
etam-ad: Η ΚΑΛΤΣΑ ΠΟΥ ΚΑΤΕΚΤΗΣΕ ΤΟΝ ΚΟΣΜΟΝ Etam ΚΑΛΤΣΕΣ ΓΩΝΙΑΙ Τσιμισκή — Βενιζέλου xyxy=(940,718,1168,856)
poem-text: Η ζωή που ρεύματα ρυθμίζει το όνειρο και τα φτερά του γυρίζει, ως τα μακρινά μονοπάτια της... xyxy=(452,721,688,757)
article-paragraph: Ανακαλύψεις νέων ορρών εναντίον των ασθενειών εγένοντο πολλαί. Λέγεται ότι ο ορρός του σκύλου θεραπεύει νόσους ανιάτους μέχρι σήμερον. xyxy=(701,214,927,263)
kipos-star: Κον ΝΤΕΝΙΠΡΙΣ xyxy=(52,799,174,814)
headline: ΣΕΙΡΑ ΚΑΤΑΓΓΕΛΙΩΝ ΤΩΝ ΕΚΕΙ ΠΡΟΣΦΥΓΩΝ xyxy=(1204,272,1537,326)
article-title: Γιά φαντάσου! xyxy=(701,599,814,615)
